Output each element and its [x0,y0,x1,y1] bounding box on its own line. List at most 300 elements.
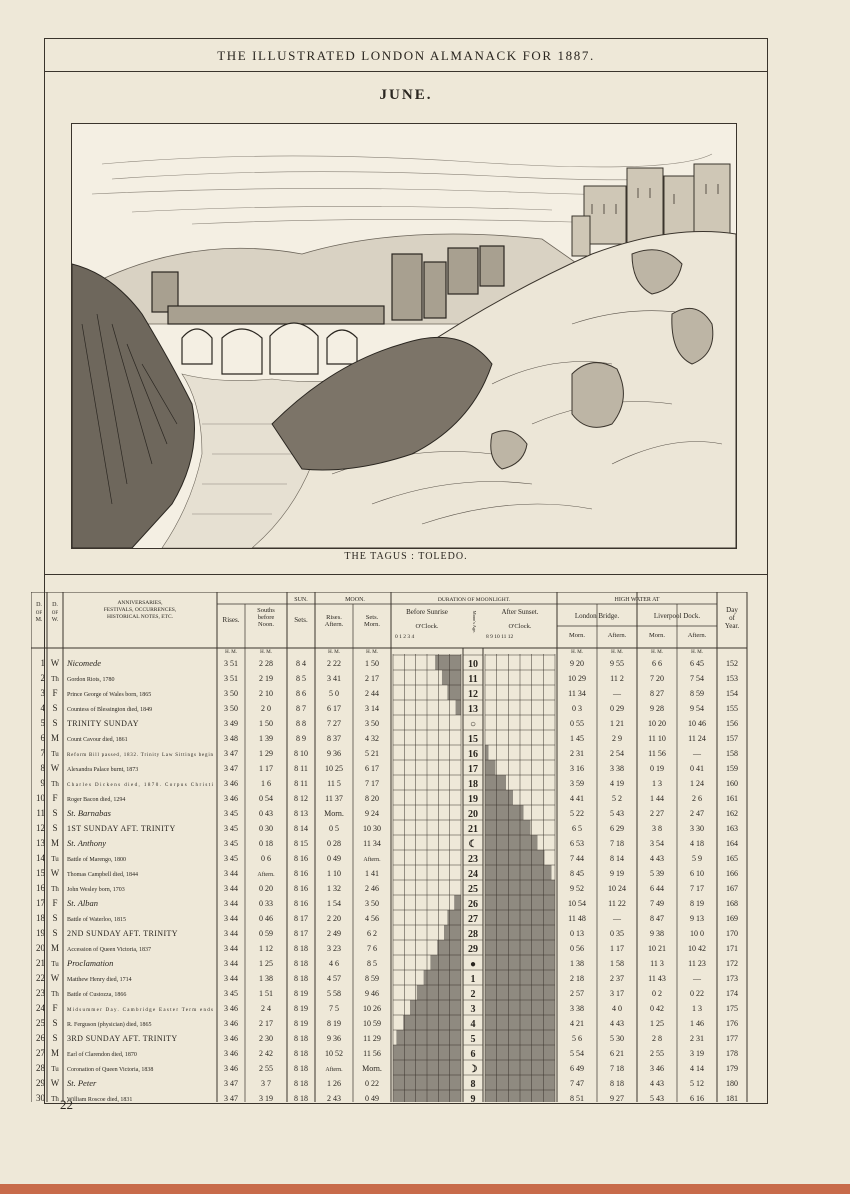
moon-sets: 1 50 [365,659,379,668]
london-morning: 6 49 [570,1064,584,1073]
moon-age: 9 [470,1094,476,1102]
sun-souths: 1 50 [259,719,273,728]
sun-rises: 3 44 [224,899,238,908]
day-of-week: Tu [51,855,59,863]
sun-sets: 8 10 [294,749,308,758]
sun-sets: 8 18 [294,1064,308,1073]
day-of-month: 6 [40,733,45,743]
moon-rises-header: Aftern. [324,621,344,628]
day-of-year: 155 [726,704,738,713]
liverpool-afternoon: 10 46 [688,719,706,728]
day-of-year: 167 [726,884,738,893]
london-morning: 0 13 [570,929,584,938]
liverpool-morning: 6 6 [652,659,662,668]
sun-sets: 8 18 [294,1049,308,1058]
moon-age: 10 [468,659,478,670]
event-text: R. Ferguson (physician) died, 1865 [67,1022,152,1028]
moon-header: MOON. [345,597,365,603]
day-of-year: 174 [726,989,738,998]
day-of-week: Th [51,1095,59,1102]
sun-souths: 1 51 [259,989,273,998]
moonlight-before-bar [410,1000,461,1015]
london-bridge-header: London Bridge. [574,612,620,620]
day-of-year: 168 [726,899,738,908]
london-afternoon: 5 2 [612,794,622,803]
moon-rises: 10 52 [325,1049,343,1058]
day-of-month: 7 [40,748,45,758]
event-text: Roger Bacon died, 1294 [67,797,126,803]
hm-unit: H. M. [366,650,378,655]
sun-rises: 3 44 [224,884,238,893]
day-of-month: 10 [36,793,45,803]
moon-sets: 4 32 [365,734,379,743]
moonlight-before-bar [437,940,461,955]
moonlight-before-bar [424,970,461,985]
sun-souths: 1 17 [259,764,273,773]
liverpool-afternoon: 7 17 [690,884,704,893]
day-of-month: 30 [36,1093,45,1102]
liverpool-morning: 1 3 [652,779,662,788]
day-of-month: 8 [40,763,45,773]
liverpool-afternoon: 1 46 [690,1019,704,1028]
day-of-year-header: Day [726,606,738,614]
page-header [45,39,767,72]
day-of-month: 2 [40,673,45,683]
moon-age: 3 [470,1004,476,1015]
sun-sets: 8 11 [294,779,308,788]
moonlight-after-bar [485,790,513,805]
hm-unit: H. M. [225,650,237,655]
london-morning: 9 20 [570,659,584,668]
day-of-month: 21 [36,958,45,968]
moon-rises: 11 37 [325,794,343,803]
london-morning: 9 52 [570,884,584,893]
sun-rises: 3 47 [224,1094,238,1102]
sun-souths: 2 0 [261,704,271,713]
day-of-year-header: of [729,614,735,622]
london-morning: 0 3 [572,704,582,713]
moon-sets: Aftern. [363,857,381,863]
dow-header: D. [52,602,58,608]
sun-souths: 2 28 [259,659,273,668]
calendar-table [31,592,775,1102]
day-of-year: 165 [726,854,738,863]
moonlight-after-bar [485,850,545,865]
moon-sets: 10 26 [363,1004,381,1013]
sun-souths: 0 20 [259,884,273,893]
day-of-year-header: Year. [724,622,740,630]
sun-souths: 0 6 [261,854,271,863]
london-morning: 4 21 [570,1019,584,1028]
event-text: Matthew Henry died, 1714 [67,977,132,983]
month-title: JUNE. [379,87,433,103]
liverpool-afternoon: 10 0 [690,929,704,938]
liverpool-morning: 9 38 [650,929,664,938]
day-of-month: 29 [36,1078,45,1088]
london-afternoon: 11 2 [610,674,624,683]
illustration-caption: THE TAGUS : TOLEDO. [344,551,468,562]
london-afternoon: 0 35 [610,929,624,938]
liverpool-morning: 2 55 [650,1049,664,1058]
london-afternoon: 4 19 [610,779,624,788]
sun-souths: Aftern. [257,872,275,878]
day-of-year: 160 [726,779,738,788]
event-text: Battle of Marengo, 1800 [67,857,126,863]
london-morning: 6 5 [572,824,582,833]
day-of-week: F [52,688,58,698]
liverpool-afternoon: 1 3 [692,1004,702,1013]
after-sunset-header: After Sunset. [501,608,539,616]
liverpool-afternoon: 9 54 [690,704,704,713]
day-of-year: 181 [726,1094,738,1102]
london-morning: 2 18 [570,974,584,983]
moon-age: ○ [469,719,477,730]
moon-sets: 8 20 [365,794,379,803]
liverpool-morning: 8 27 [650,689,664,698]
moon-rises: 5 0 [329,689,339,698]
moonlight-after-bar [485,775,506,790]
liverpool-afternoon: — [693,749,701,758]
day-of-month: 25 [36,1018,45,1028]
london-morning: 8 45 [570,869,584,878]
sun-rises: 3 44 [224,869,238,878]
london-morning: 11 34 [568,689,586,698]
sun-rises: 3 49 [224,719,238,728]
sun-rises: 3 45 [224,854,238,863]
moonlight-after-bar [485,805,524,820]
page-edge [0,1184,850,1194]
london-afternoon: 6 21 [610,1049,624,1058]
moon-age: 13 [468,704,478,715]
page-number: 22 [60,1097,73,1112]
moonlight-after-bar [485,745,489,760]
sun-sets: 8 17 [294,929,308,938]
event-text: Accession of Queen Victoria, 1837 [67,947,152,953]
london-morning: 1 38 [570,959,584,968]
sun-sets: 8 4 [296,659,306,668]
event-text: Count Cavour died, 1861 [67,737,128,743]
london-afternoon: 4 43 [610,1019,624,1028]
sun-rises-header: Rises. [222,616,240,624]
liverpool-morning: 1 25 [650,1019,664,1028]
moon-rises: 4 57 [327,974,341,983]
london-afternoon: 9 27 [610,1094,624,1102]
moon-age: 23 [468,854,478,865]
moon-rises: 0 5 [329,824,339,833]
event-text: Thomas Campbell died, 1844 [67,872,138,878]
sun-rises: 3 45 [224,989,238,998]
sun-rises: 3 50 [224,689,238,698]
sun-rises: 3 51 [224,674,238,683]
london-morning: 3 38 [570,1004,584,1013]
moon-age: 29 [468,944,478,955]
moon-age: 19 [468,794,478,805]
moon-age: 1 [470,974,476,985]
moon-age: 4 [470,1019,476,1030]
day-of-year: 175 [726,1004,738,1013]
day-of-year: 161 [726,794,738,803]
day-of-year: 154 [726,689,738,698]
sun-rises: 3 46 [224,779,238,788]
day-of-week: F [52,793,58,803]
liverpool-morning: 11 56 [648,749,666,758]
event-text: St. Anthony [67,838,107,848]
day-of-week: S [52,1018,58,1028]
moon-rises: 4 6 [329,959,339,968]
moonlight-before-bar [456,700,461,715]
moon-sets: 4 56 [365,914,379,923]
london-afternoon: 3 38 [610,764,624,773]
london-morning: 7 44 [570,854,584,863]
sun-souths: 2 17 [259,1019,273,1028]
hm-unit: H. M. [328,650,340,655]
moon-age: 28 [468,929,478,940]
moonlight-after-bar [485,820,531,835]
moon-rises: 11 5 [327,779,341,788]
day-of-year: 176 [726,1019,738,1028]
moon-age: 24 [468,869,478,880]
hm-unit: H. M. [611,650,623,655]
london-afternoon: 1 58 [610,959,624,968]
moon-sets: 6 2 [367,929,377,938]
moon-age: 15 [468,734,478,745]
moon-sets: 0 49 [365,1094,379,1102]
sun-sets: 8 12 [294,794,308,803]
event-text: Countess of Blessington died, 1849 [67,707,153,713]
hour-scale: 0 1 2 3 4 [395,634,415,640]
liverpool-afternoon: 9 13 [690,914,704,923]
morn-header: Morn. [568,632,586,639]
liverpool-morning: 11 43 [648,974,666,983]
hm-unit: H. M. [651,650,663,655]
day-of-year: 153 [726,674,738,683]
day-of-year: 152 [726,659,738,668]
liverpool-morning: 6 44 [650,884,664,893]
sun-sets: 8 13 [294,809,308,818]
sun-souths: 0 30 [259,824,273,833]
event-text: 3RD SUNDAY AFT. TRINITY [67,1034,178,1043]
liverpool-afternoon: 6 45 [690,659,704,668]
moon-sets: 8 59 [365,974,379,983]
liverpool-morning: 11 3 [650,959,664,968]
day-of-month: 14 [36,853,45,863]
moon-rises: Morn. [324,809,344,818]
liverpool-morning: 0 42 [650,1004,664,1013]
day-of-week: S [52,808,58,818]
liverpool-morning: 7 49 [650,899,664,908]
liverpool-afternoon: 6 16 [690,1094,704,1102]
event-text: St. Barnabas [67,808,111,818]
day-of-week: M [50,838,60,848]
day-of-year: 163 [726,824,738,833]
sun-sets: 8 16 [294,884,308,893]
sun-souths: 1 12 [259,944,273,953]
liverpool-morning: 9 28 [650,704,664,713]
day-of-month: 3 [40,688,45,698]
sun-rises: 3 44 [224,929,238,938]
day-of-month: 9 [40,778,45,788]
sun-sets: 8 8 [296,719,306,728]
sun-sets: 8 18 [294,1034,308,1043]
moon-rises: 2 43 [327,1094,341,1102]
day-of-month: 17 [36,898,45,908]
event-text: Battle of Waterloo, 1815 [67,917,127,923]
moon-rises: 9 36 [327,1034,341,1043]
high-water-header: HIGH WATER AT [614,597,660,603]
liverpool-morning: 4 43 [650,854,664,863]
london-morning: 0 56 [570,944,584,953]
hour-scale: 8 9 10 11 12 [486,634,514,640]
liverpool-morning: 0 2 [652,989,662,998]
sun-sets: 8 9 [296,734,306,743]
day-of-week: W [50,1078,60,1088]
liverpool-afternoon: 6 10 [690,869,704,878]
events-header: FESTIVALS, OCCURRENCES, [103,607,177,613]
event-text: Alexandra Palace burnt, 1873 [67,767,139,773]
sun-souths: 2 10 [259,689,273,698]
moon-age: 12 [468,689,478,700]
day-of-month: 5 [40,718,45,728]
day-of-week: S [52,1033,58,1043]
day-of-week: Tu [51,960,59,968]
london-afternoon: 8 18 [610,1079,624,1088]
moon-sets: 10 30 [363,824,381,833]
london-afternoon: 11 22 [608,899,626,908]
moon-rises: 3 41 [327,674,341,683]
event-text: Gordon Riots, 1780 [67,677,115,683]
liverpool-afternoon: 2 47 [690,809,704,818]
liverpool-afternoon: 2 6 [692,794,702,803]
event-text: 1ST SUNDAY AFT. TRINITY [67,824,176,833]
london-afternoon: 9 55 [610,659,624,668]
liverpool-afternoon: 7 54 [690,674,704,683]
day-of-week: Tu [51,1065,59,1073]
day-of-month: 20 [36,943,45,953]
moon-rises: 0 28 [327,839,341,848]
event-text: Reform Bill passed, 1832. Trinity Law Sittings begin [67,753,213,758]
moon-rises: 2 22 [327,659,341,668]
sun-header: SUN. [294,597,308,603]
oclock-label: O'Clock. [415,623,439,630]
moon-sets: 11 29 [363,1034,381,1043]
moon-age: 11 [468,674,478,685]
sun-souths: 0 33 [259,899,273,908]
moonlight-before-bar [435,655,461,670]
liverpool-morning: 2 8 [652,1034,662,1043]
sun-rises: 3 46 [224,1064,238,1073]
hm-unit: H. M. [571,650,583,655]
event-text: Battle of Custozza, 1866 [67,992,127,998]
liverpool-morning: 1 44 [650,794,664,803]
event-text: St. Alban [67,898,99,908]
liverpool-afternoon: 10 42 [688,944,706,953]
day-of-month: 16 [36,883,45,893]
moon-age: 27 [468,914,478,925]
moon-age: 20 [468,809,478,820]
sun-sets: 8 18 [294,944,308,953]
sun-souths: 0 54 [259,794,273,803]
sun-rises: 3 44 [224,944,238,953]
liverpool-afternoon: 3 19 [690,1049,704,1058]
liverpool-afternoon: — [693,974,701,983]
sun-rises: 3 51 [224,659,238,668]
moon-rises: 1 26 [327,1079,341,1088]
day-of-week: M [50,1048,60,1058]
liverpool-afternoon: 11 23 [688,959,706,968]
london-morning: 8 51 [570,1094,584,1102]
day-of-month: 11 [36,808,45,818]
day-of-year: 179 [726,1064,738,1073]
sun-sets: 8 15 [294,839,308,848]
liverpool-afternoon: 5 9 [692,854,702,863]
london-morning: 1 45 [570,734,584,743]
moon-rises: 6 17 [327,704,341,713]
moon-sets: Morn. [362,1064,382,1073]
moon-rises: 7 27 [327,719,341,728]
moon-rises: 8 37 [327,734,341,743]
moon-rises: 5 58 [327,989,341,998]
moon-age: 26 [468,899,478,910]
liverpool-morning: 3 8 [652,824,662,833]
moon-rises: 3 23 [327,944,341,953]
day-of-year: 158 [726,749,738,758]
day-of-month: 4 [40,703,45,713]
liverpool-morning: 11 10 [648,734,666,743]
day-of-week: F [52,898,58,908]
moon-rises: 2 49 [327,929,341,938]
moon-sets: 6 17 [365,764,379,773]
day-of-month: 28 [36,1063,45,1073]
before-sunrise-header: Before Sunrise [406,608,448,616]
london-afternoon: 6 29 [610,824,624,833]
sun-souths: 3 7 [261,1079,271,1088]
liverpool-afternoon: 3 30 [690,824,704,833]
moon-rises: 1 10 [327,869,341,878]
oclock-label: O'Clock. [508,623,532,630]
london-afternoon: 9 19 [610,869,624,878]
moon-rises: 10 25 [325,764,343,773]
liverpool-morning: 2 27 [650,809,664,818]
sun-sets: 8 18 [294,1079,308,1088]
dom-header: M. [35,617,43,623]
sun-souths: 2 19 [259,674,273,683]
dom-header: OF [35,611,43,616]
london-morning: 0 55 [570,719,584,728]
london-afternoon: 1 21 [610,719,624,728]
sun-souths-header: Souths [257,607,275,614]
moon-age: 2 [470,989,476,1000]
liverpool-afternoon: 0 22 [690,989,704,998]
sun-souths: 1 6 [261,779,271,788]
moon-sets: 11 56 [363,1049,381,1058]
sun-rises: 3 46 [224,1049,238,1058]
sun-rises: 3 44 [224,914,238,923]
day-of-week: S [52,823,58,833]
moon-sets: 8 5 [367,959,377,968]
moon-rises: 9 36 [327,749,341,758]
day-of-week: S [52,718,58,728]
event-text: Charles Dickens died, 1870. Corpus Christi [67,783,213,788]
london-morning: 2 57 [570,989,584,998]
moon-sets: 10 59 [363,1019,381,1028]
sun-sets: 8 18 [294,959,308,968]
moon-sets: 2 44 [365,689,379,698]
almanac-title: THE ILLUSTRATED LONDON ALMANACK FOR 1887. [217,48,595,63]
sun-souths: 3 19 [259,1094,273,1102]
liverpool-dock-header: Liverpool Dock. [653,612,701,620]
event-text: William Roscoe died, 1831 [67,1097,133,1102]
event-text: Proclamation [67,958,114,968]
